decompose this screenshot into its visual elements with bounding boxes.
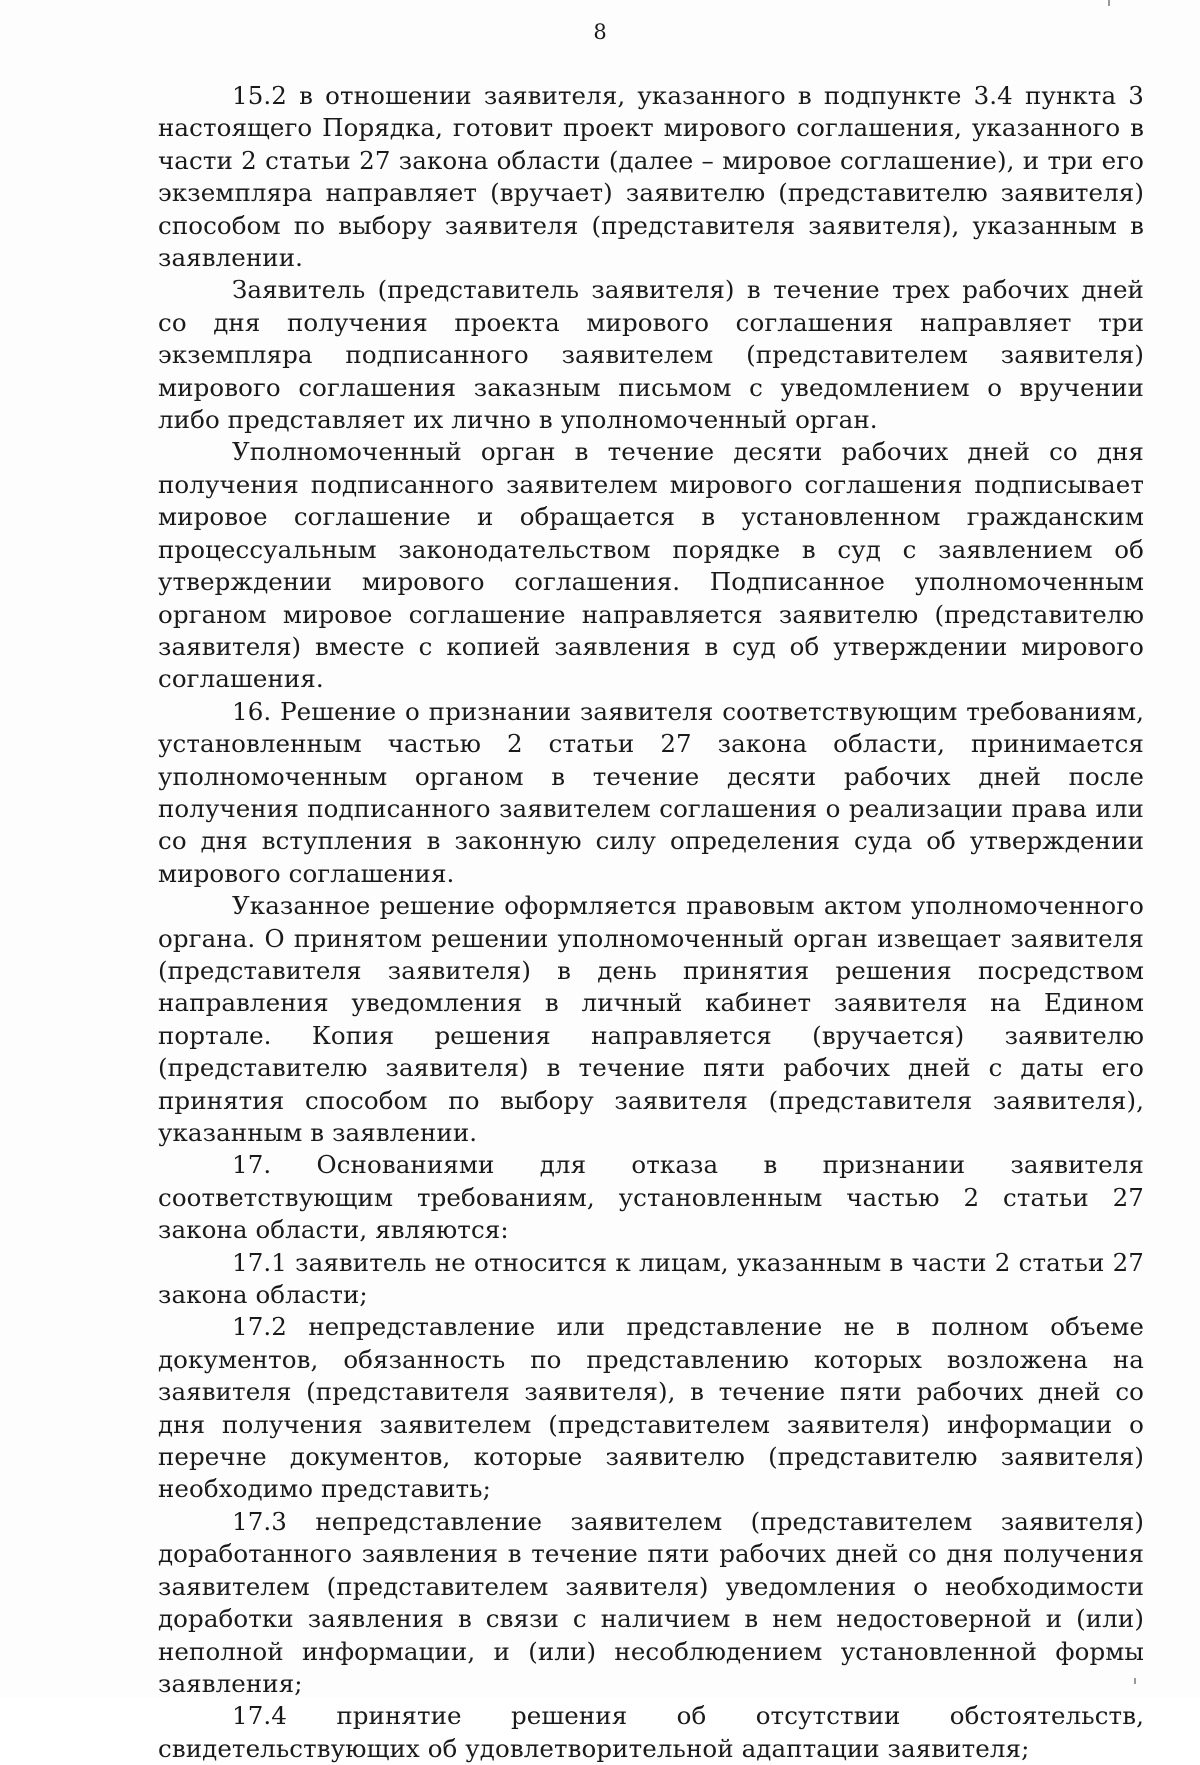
paragraph-15-2: 15.2 в отношении заявителя, указанного в подпункте 3.4 пункта 3 настоящего Порядка, готовит проект мирового соглашения, указанного в части 2 статьи 27 закона области (далее – мировое соглашение), и три его экземпляра направляет (вручает) заявителю (представителю заявителя) способом по выбору заявителя (представителя заявителя), указанным в заявлении.: [158, 81, 1144, 273]
document-body: [158, 80, 1144, 1765]
paragraph-16: 16. Решение о признании заявителя соответствующим требованиям, установленным частью 2 статьи 27 закона области, принимается уполномоченным органом в течение десяти рабочих дней после получения подписанного заявителем соглашения о реализации права или со дня вступления в законную силу определения суда об утверждении мирового соглашения.: [158, 696, 1144, 888]
page-number: 8: [593, 20, 607, 44]
scan-artifact-mark: [1108, 0, 1110, 6]
paragraph-17-1: 17.1 заявитель не относится к лицам, указанным в части 2 статьи 27 закона области;: [158, 1247, 1144, 1310]
paragraph-17-2: 17.2 непредставление или представление не в полном объеме документов, обязанность по представлению которых возложена на заявителя (представителя заявителя), в течение пяти рабочих дней со дня получения заявителем (представителем заявителя) информации о перечне документов, которые заявителю (представителю заявителя) необходимо представить;: [158, 1312, 1144, 1504]
paragraph-decision-notice: Указанное решение оформляется правовым актом уполномоченного органа. О принятом решении уполномоченный орган извещает заявителя (представителя заявителя) в день принятия решения посредством направления уведомления в личный кабинет заявителя на Едином портале. Копия решения направляется (вручается) заявителю (представителю заявителя) в течение пяти рабочих дней с даты его принятия способом по выбору заявителя (представителя заявителя), указанным в заявлении.: [158, 891, 1144, 1147]
paragraph-applicant-signing: Заявитель (представитель заявителя) в течение трех рабочих дней со дня получения проекта мирового соглашения направляет три экземпляра подписанного заявителем (представителем заявителя) мирового соглашения заказным письмом с уведомлением о вручении либо представляет их лично в уполномоченный орган.: [158, 275, 1144, 435]
paragraph-17: 17. Основаниями для отказа в признании заявителя соответствующим требованиям, установленным частью 2 статьи 27 закона области, являются:: [158, 1150, 1144, 1245]
paragraph-17-4: 17.4 принятие решения об отсутствии обстоятельств, свидетельствующих об удовлетворительной адаптации заявителя;: [158, 1701, 1144, 1763]
paragraph-authority-signing: Уполномоченный орган в течение десяти рабочих дней со дня получения подписанного заявителем мирового соглашения подписывает мировое соглашение и обращается в установленном гражданским процессуальным законодательством порядке в суд с заявлением об утверждении мирового соглашения. Подписанное уполномоченным органом мировое соглашение направляется заявителю (представителю заявителя) вместе с копией заявления в суд об утверждении мирового соглашения.: [158, 437, 1144, 694]
scan-artifact-mark: [1134, 1678, 1136, 1684]
paragraph-17-3: 17.3 непредставление заявителем (представителем заявителя) доработанного заявления в течение пяти рабочих дней со дня получения заявителем (представителем заявителя) уведомления о необходимости доработки заявления в связи с наличием в нем недостоверной и (или) неполной информации, и (или) несоблюдением установленной формы заявления;: [158, 1506, 1144, 1698]
